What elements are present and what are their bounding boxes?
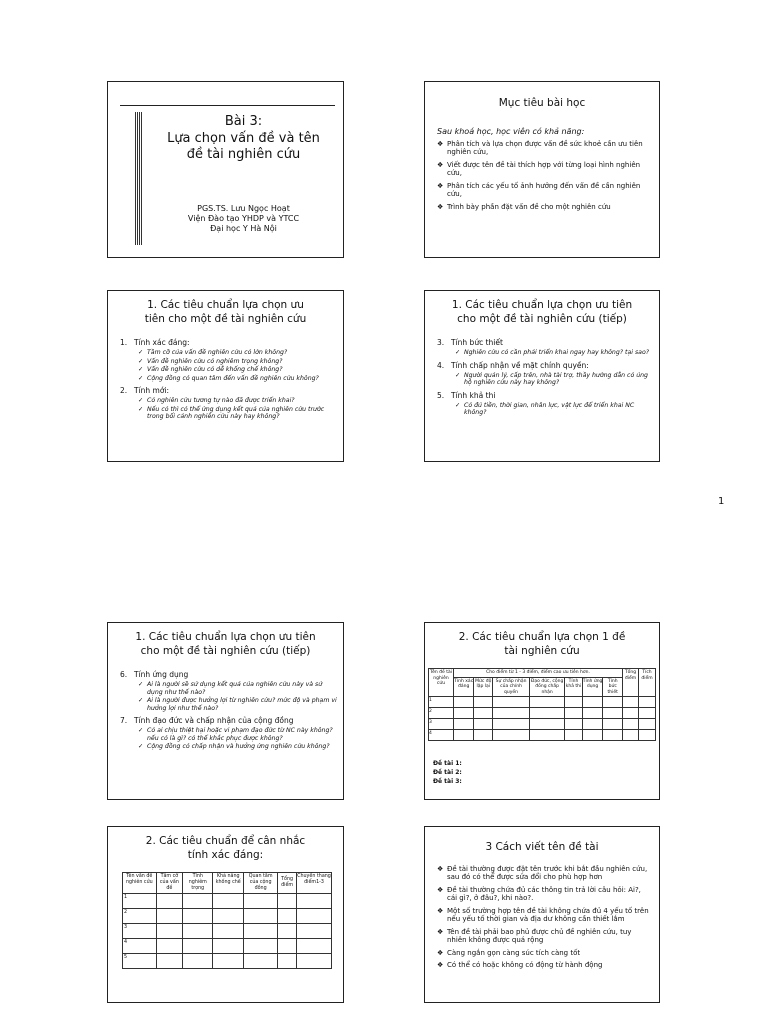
- slide-criteria-1: [107, 290, 344, 462]
- author-institute: Viện Đào tạo YHDP và YTCC: [187, 214, 300, 223]
- check-icon: ✓: [138, 405, 144, 413]
- table-header: Tính xác đáng: [454, 677, 474, 697]
- title-line: Lựa chọn vấn đề và tên: [167, 130, 320, 146]
- criterion-heading: 5. Tính khả thi: [437, 390, 496, 400]
- table-row: 2: [123, 909, 332, 924]
- check-icon: ✓: [138, 697, 144, 704]
- table-header: Tổng điểm: [623, 669, 639, 697]
- table-row: 3: [429, 719, 656, 730]
- slide-selection-table: [424, 622, 660, 800]
- diamond-bullet-icon: ❖: [437, 927, 444, 936]
- topic-list: [433, 759, 659, 786]
- table-header: Mức độ lặp lại: [474, 677, 493, 697]
- slide-criteria-2: [424, 290, 660, 462]
- check-icon: ✓: [138, 349, 144, 356]
- list-item: ✓ Nghiên cứu có cần phải triển khai ngay hay không? tại sao?: [455, 349, 650, 356]
- slide-title: [107, 81, 344, 258]
- table-header: Tên vấn đề nghiên cứu: [123, 873, 157, 894]
- table-row: 2: [429, 708, 656, 719]
- criterion-heading: 4. Tính chấp nhận về mặt chính quyền:: [437, 360, 589, 370]
- slide-heading: 3 Cách viết tên đề tài: [485, 841, 599, 853]
- list-item: ❖ Có thể có hoặc không có động từ hành động: [437, 961, 603, 969]
- diamond-bullet-icon: ❖: [437, 181, 444, 190]
- author-university: Đại học Y Hà Nội: [210, 224, 277, 233]
- table-header: Chuyển thang điểm1-3: [296, 873, 331, 894]
- table-header: Tính khả thi: [565, 677, 582, 697]
- list-item: ✓ Vấn đề nghiên cứu có nghiêm trọng không?: [138, 357, 283, 365]
- title-line: Bài 3:: [224, 114, 263, 129]
- diamond-bullet-icon: ❖: [437, 961, 444, 969]
- table-row: 5: [123, 954, 332, 969]
- slide-heading: 2. Các tiêu chuẩn để cân nhắc tính xác đáng:: [145, 835, 306, 861]
- criteria-list: [108, 338, 343, 421]
- check-icon: ✓: [138, 357, 144, 365]
- topic-label: Đề tài 2:: [433, 769, 462, 776]
- list-item: ✓ Có ai chịu thiệt hại hoặc vi phạm đạo đức từ NC này không? nếu có là gì? có thể khắc phục được không?: [138, 727, 333, 742]
- list-item: ❖ Càng ngắn gọn càng súc tích càng tốt: [437, 948, 581, 957]
- criterion-heading: 1. Tính xác đáng:: [120, 338, 190, 347]
- table-row: 4: [123, 939, 332, 954]
- table-header: Khả năng khống chế: [213, 873, 244, 894]
- list-item: ❖ Một số trường hợp tên đề tài không chứa đủ 4 yếu tố trên nếu yếu tố thời gian và địa dư không cần thiết lắm: [437, 906, 649, 923]
- list-item: ❖ Đề tài thường được đặt tên trước khi bắt đầu nghiên cứu, sau đó có thể được sửa đổi cho phù hợp hơn: [437, 864, 648, 881]
- list-item: ❖ Phân tích và lựa chọn được vấn đề sức khoẻ cần ưu tiên nghiên cứu,: [437, 139, 643, 156]
- slide-objectives: [424, 81, 660, 258]
- check-icon: ✓: [138, 727, 144, 734]
- criteria-list: [108, 670, 343, 751]
- list-item: ✓ Có đủ tiền, thời gian, nhân lực, vật lực để triển khai NC không?: [455, 401, 635, 416]
- list-item: ❖ Trình bày phần đặt vấn đề cho một nghiên cứu: [437, 202, 611, 211]
- table-header: Tính ứng dụng: [582, 677, 603, 697]
- list-item: ✓ Cộng đồng có chấp nhận và hưởng ứng nghiên cứu không?: [138, 743, 330, 750]
- list-item: ✓ Người quản lý, cấp trên, nhà tài trợ, thầy hướng dẫn có ủng hộ nghiên cứu này hay không?: [455, 371, 648, 386]
- table-header: Tích điểm: [639, 669, 656, 697]
- table-header: Tổng điểm: [278, 873, 297, 894]
- diamond-bullet-icon: ❖: [437, 160, 444, 169]
- list-item: ✓ Ai là người được hưởng lợi từ nghiên cứu? mức độ và phạm vi hưởng lợi như thế nào?: [138, 697, 337, 712]
- title-line: đề tài nghiên cứu: [186, 147, 301, 162]
- scoring-table: [428, 668, 656, 741]
- table-header: Đạo đức, cộng đồng chấp nhận: [530, 678, 564, 695]
- table-header: Tính nghiêm trọng: [183, 873, 213, 894]
- slide-heading: 2. Các tiêu chuẩn lựa chọn 1 đề tài nghiên cứu: [458, 631, 626, 657]
- check-icon: ✓: [138, 397, 144, 404]
- criterion-heading: 3. Tính bức thiết: [437, 338, 503, 347]
- diamond-bullet-icon: ❖: [437, 202, 444, 211]
- table-header: Quan tâm của cộng đồng: [243, 873, 277, 894]
- check-icon: ✓: [455, 371, 461, 379]
- table-row: 1: [123, 894, 332, 909]
- slide-criteria-3: [107, 622, 344, 800]
- diamond-bullet-icon: ❖: [437, 885, 444, 894]
- criterion-heading: 7. Tính đạo đức và chấp nhận của cộng đồng: [120, 716, 294, 725]
- objectives-intro: Sau khoá học, học viên có khả năng:: [437, 126, 585, 136]
- list-item: ✓ Vấn đề nghiên cứu có dễ khống chế không?: [138, 366, 283, 373]
- objectives-list: [425, 140, 659, 212]
- table-header: Tầm cỡ của vấn đề: [156, 873, 183, 894]
- relevance-table: [122, 872, 332, 969]
- check-icon: ✓: [138, 366, 144, 373]
- slide-heading: Mục tiêu bài học: [498, 97, 586, 109]
- table-row: 4: [429, 730, 656, 741]
- check-icon: ✓: [455, 401, 461, 409]
- list-item: ❖ Đề tài thường chứa đủ các thông tin trả lời câu hỏi: Ai?, cái gì?, ở đâu?, khi nào?.: [437, 885, 641, 902]
- author-name: PGS.TS. Lưu Ngọc Hoạt: [197, 204, 290, 213]
- slide-heading: 1. Các tiêu chuẩn lựa chọn ưu tiên cho một đề tài nghiên cứu (tiếp): [135, 631, 316, 657]
- list-item: ✓ Cộng đồng có quan tâm đến vấn đề nghiên cứu không?: [138, 374, 319, 382]
- diamond-bullet-icon: ❖: [437, 864, 444, 873]
- list-item: ✓ Tầm cỡ của vấn đề nghiên cứu có lớn không?: [138, 349, 288, 356]
- table-row: 3: [123, 924, 332, 939]
- topic-label: Đề tài 1:: [433, 760, 462, 767]
- diamond-bullet-icon: ❖: [437, 948, 444, 957]
- list-item: ❖ Phân tích các yếu tố ảnh hưởng đến vấn đề cần nghiên cứu,: [437, 181, 641, 198]
- check-icon: ✓: [455, 349, 461, 356]
- slide-heading: 1. Các tiêu chuẩn lựa chọn ưu tiên cho một đề tài nghiên cứu (tiếp): [451, 299, 633, 325]
- criterion-heading: 6. Tính ứng dụng: [120, 670, 189, 679]
- title-rule: [120, 105, 335, 106]
- list-item: ✓ Ai là người sẽ sử dụng kết quả của nghiên cứu này và sử dụng như thế nào?: [138, 681, 323, 696]
- check-icon: ✓: [138, 681, 144, 688]
- table-header: Sự chấp nhận của chính quyền: [493, 677, 530, 697]
- author-block: [148, 204, 339, 234]
- slide-heading: 1. Các tiêu chuẩn lựa chọn ưu tiên cho một đề tài nghiên cứu: [144, 299, 307, 325]
- list-item: ❖ Tên đề tài phải bao phủ được chủ đề nghiên cứu, tuy nhiên không được quá rộng: [437, 927, 632, 944]
- table-header: Tên đề tài nghiên cứu: [429, 669, 454, 697]
- check-icon: ✓: [138, 743, 144, 750]
- diamond-bullet-icon: ❖: [437, 139, 444, 148]
- slide-relevance-table: [107, 826, 344, 1003]
- table-row: 1: [429, 697, 656, 708]
- criterion-heading: 2. Tính mới:: [120, 386, 170, 395]
- list-item: ❖ Viết được tên đề tài thích hợp với từng loại hình nghiên cứu,: [437, 160, 641, 177]
- page-number: 1: [718, 496, 725, 507]
- lesson-title: [148, 114, 339, 164]
- list-item: ✓ Có nghiên cứu tương tự nào đã được triển khai?: [138, 397, 295, 404]
- guidelines-list: [425, 865, 659, 970]
- check-icon: ✓: [138, 374, 144, 382]
- decorative-bar: [135, 112, 143, 245]
- slide-title-writing: [424, 826, 660, 1003]
- table-header: Tính bức thiết: [603, 677, 623, 697]
- criteria-list: [425, 338, 659, 417]
- topic-label: Đề tài 3:: [433, 778, 462, 785]
- diamond-bullet-icon: ❖: [437, 906, 444, 915]
- table-header: Cho điểm từ 1 - 3 điểm, điểm cao ưu tiên hơn.: [454, 669, 623, 678]
- list-item: ✓ Nếu có thì có thể ứng dụng kết quả của nghiên cứu trước trong bối cảnh nghiên cứu này hay không?: [138, 405, 325, 420]
